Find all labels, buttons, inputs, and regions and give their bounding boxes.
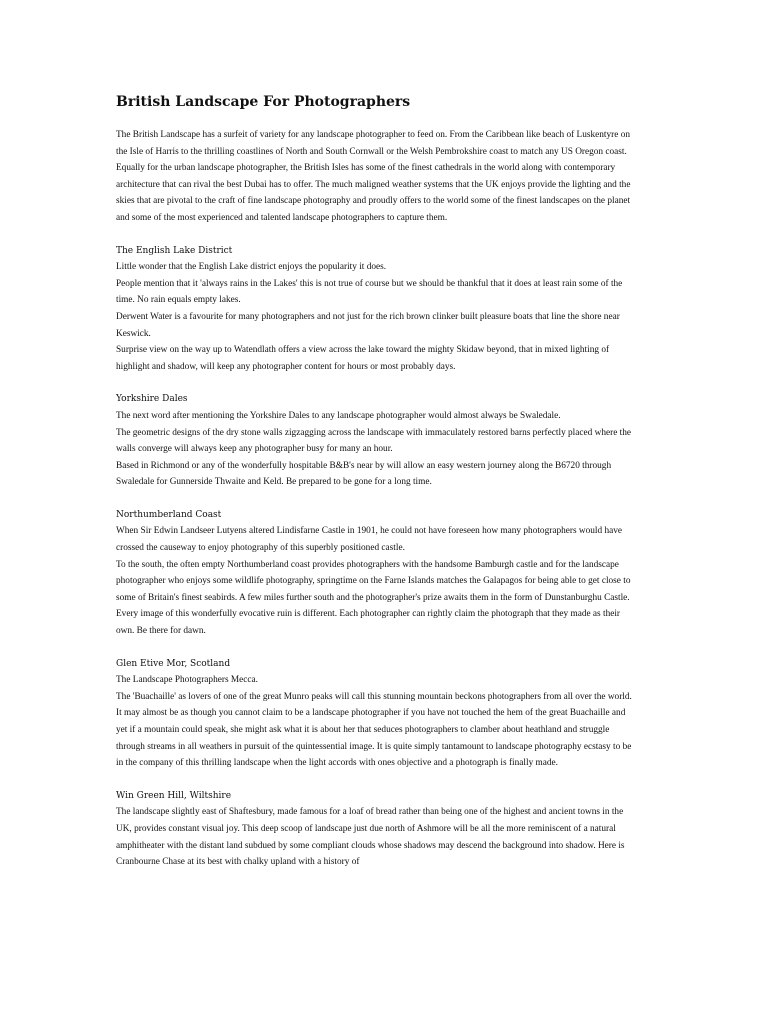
section-win-green-hill: [116, 788, 636, 871]
section-lake-district: [116, 243, 636, 376]
section-paragraph: The 'Buachaille' as lovers of one of the great Munro peaks will call this stunning mountain beckons photographers from all over the world. It may almost be as though you cannot claim to be a landscape photographer if you have not touched the hem of the great Buachaille and yet if a mountain could speak, she might ask what it is about her that seduces photographers to clamber about heathland and struggle through streams in all weathers in pursuit of the quintessential image. It is quite simply tantamount to landscape photography ecstasy to be in the company of this thrilling landscape when the light accords with ones objective and a photograph is finally made.: [116, 691, 632, 769]
section-heading: Win Green Hill, Wiltshire: [116, 790, 232, 801]
section-paragraph: Surprise view on the way up to Watendlath offers a view across the lake toward the mighty Skidaw beyond, that in mixed lighting of highlight and shadow, will keep any photographer content for hours or most probably days.: [116, 345, 610, 372]
section-heading: Yorkshire Dales: [116, 394, 188, 405]
section-paragraph: People mention that it 'always rains in the Lakes' this is not true of course but we should be thankful that it does at least rain some of the time. No rain equals empty lakes.: [116, 278, 623, 306]
section-paragraph: Derwent Water is a favourite for many photographers and not just for the rich brown clinker built pleasure boats that line the shore near Keswick.: [116, 311, 620, 339]
section-paragraph: The Landscape Photographers Mecca.: [116, 675, 258, 686]
intro-paragraph: The British Landscape has a surfeit of variety for any landscape photographer to feed on. From the Caribbean like beach of Luskentyre on the Isle of Harris to the thrilling coastlines of North and South Cornwall or the Welsh Pembrokshire coast to match any US Oregon coast. Equally for the urban landscape photographer, the British Isles has some of the finest cathedrals in the world along with contemporary architecture that can rival the best Dubai has to offer. The much maligned weather systems that the UK enjoys provide the lighting and the skies that are pivotal to the craft of fine landscape photography and proudly offers to the world some of the finest landscapes on the planet and some of the most experienced and talented landscape photographers to capture them.: [116, 130, 631, 223]
section-heading: Glen Etive Mor, Scotland: [116, 658, 231, 669]
section-paragraph: Little wonder that the English Lake district enjoys the popularity it does.: [116, 262, 387, 273]
section-yorkshire-dales: [116, 391, 636, 491]
section-heading: The English Lake District: [116, 245, 233, 256]
document-page: [116, 92, 636, 887]
section-northumberland-coast: [116, 507, 636, 640]
section-paragraph: To the south, the often empty Northumberland coast provides photographers with the handsome Bamburgh castle and for the landscape photographer who enjoys some wildlife photography, springtime on the Farne Islands matches the Galapagos for being able to get close to some of Britain's finest seabirds. A few miles further south and the photographer's prize awaits them in the form of Dunstanburghu Castle. Every image of this wonderfully evocative ruin is different. Each photographer can rightly claim the photograph that they made as their own. Be there for dawn.: [116, 559, 631, 637]
section-heading: Northumberland Coast: [116, 509, 222, 520]
section-paragraph: The landscape slightly east of Shaftesbury, made famous for a loaf of bread rather than being one of the highest and ancient towns in the UK, provides constant visual joy. This deep scoop of landscape just due north of Ashmore will be all the more reminiscent of a natural amphitheater with the distant land subdued by some compliant clouds whose shadows may descend the background into shadow. Here is Cranbourne Chase at its best with chalky upland with a history of: [116, 807, 625, 868]
section-paragraph: Based in Richmond or any of the wonderfully hospitable B&B's near by will allow an easy western journey along the B6720 through Swaledale for Gunnerside Thwaite and Keld. Be prepared to be gone for a long time.: [116, 460, 612, 488]
section-paragraph: When Sir Edwin Landseer Lutyens altered Lindisfarne Castle in 1901, he could not have foreseen how many photographers would have crossed the causeway to enjoy photography of this superbly positioned castle.: [116, 526, 623, 554]
section-paragraph: The next word after mentioning the Yorkshire Dales to any landscape photographer would almost always be Swaledale.: [116, 410, 561, 421]
section-paragraph: The geometric designs of the dry stone walls zigzagging across the landscape with immaculately restored barns perfectly placed where the walls converge will always keep any photographer busy for many an hour.: [116, 427, 632, 455]
document-title: British Landscape For Photographers: [116, 94, 411, 110]
section-glen-etive-mor: [116, 656, 636, 772]
